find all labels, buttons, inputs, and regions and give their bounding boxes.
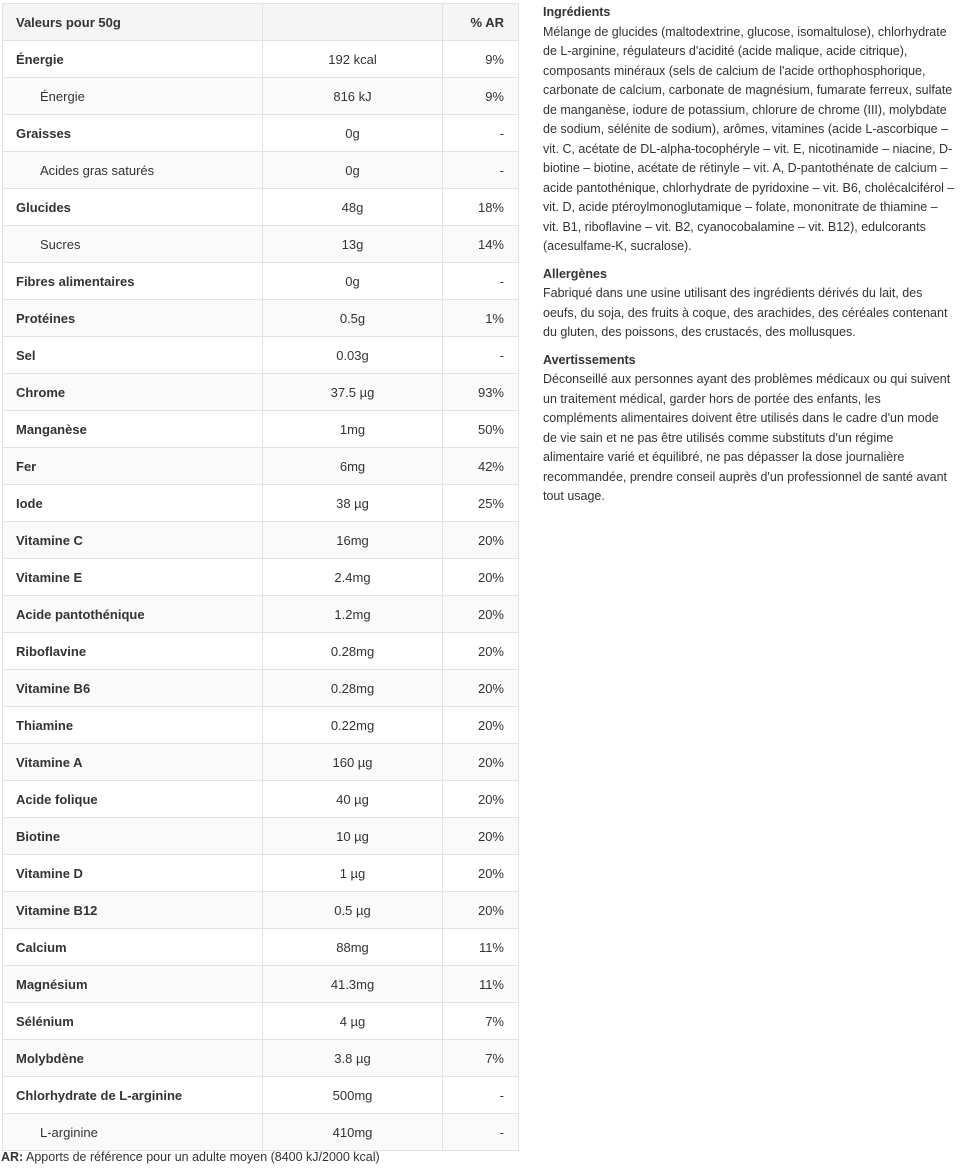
nutrient-value: 13g bbox=[263, 226, 443, 263]
table-row bbox=[3, 411, 519, 448]
nutrient-value: 16mg bbox=[263, 522, 443, 559]
nutrient-ar: 50% bbox=[443, 411, 519, 448]
nutrient-ar: 42% bbox=[443, 448, 519, 485]
table-header-row bbox=[3, 4, 519, 41]
nutrient-name: Fibres alimentaires bbox=[3, 263, 263, 300]
warnings-section bbox=[543, 351, 955, 507]
nutrient-value: 1mg bbox=[263, 411, 443, 448]
allergens-section bbox=[543, 265, 955, 343]
nutrient-value: 160 µg bbox=[263, 744, 443, 781]
table-row bbox=[3, 300, 519, 337]
nutrient-value: 4 µg bbox=[263, 1003, 443, 1040]
nutrient-value: 0.28mg bbox=[263, 633, 443, 670]
nutrient-value: 816 kJ bbox=[263, 78, 443, 115]
ingredients-section bbox=[543, 3, 955, 257]
nutrient-name: Riboflavine bbox=[3, 633, 263, 670]
table-row bbox=[3, 633, 519, 670]
nutrient-ar: 20% bbox=[443, 522, 519, 559]
nutrient-name: Sucres bbox=[3, 226, 263, 263]
ingredients-title: Ingrédients bbox=[543, 5, 611, 19]
nutrient-ar: 11% bbox=[443, 966, 519, 1003]
header-name: Valeurs pour 50g bbox=[3, 4, 263, 41]
nutrient-ar: 7% bbox=[443, 1003, 519, 1040]
nutrient-value: 0.03g bbox=[263, 337, 443, 374]
nutrient-name: Glucides bbox=[3, 189, 263, 226]
nutrient-ar: 20% bbox=[443, 707, 519, 744]
table-row bbox=[3, 707, 519, 744]
nutrient-ar: 25% bbox=[443, 485, 519, 522]
nutrient-name: Molybdène bbox=[3, 1040, 263, 1077]
footnote-text: Apports de référence pour un adulte moyen (8400 kJ/2000 kcal) bbox=[26, 1150, 380, 1164]
nutrient-ar: 20% bbox=[443, 892, 519, 929]
table-row bbox=[3, 485, 519, 522]
footnote bbox=[1, 1148, 380, 1166]
table-row bbox=[3, 189, 519, 226]
nutrient-name: Vitamine B6 bbox=[3, 670, 263, 707]
nutrient-name: Graisses bbox=[3, 115, 263, 152]
nutrient-ar: 93% bbox=[443, 374, 519, 411]
nutrient-ar: 20% bbox=[443, 596, 519, 633]
nutrient-ar: - bbox=[443, 337, 519, 374]
nutrient-value: 0.28mg bbox=[263, 670, 443, 707]
table-row bbox=[3, 559, 519, 596]
nutrient-name: Vitamine E bbox=[3, 559, 263, 596]
footnote-abbr: AR: bbox=[1, 1150, 24, 1164]
nutrient-ar: 20% bbox=[443, 633, 519, 670]
nutrient-ar: 11% bbox=[443, 929, 519, 966]
nutrient-ar: 20% bbox=[443, 670, 519, 707]
nutrient-ar: - bbox=[443, 1114, 519, 1151]
table-row bbox=[3, 78, 519, 115]
header-value bbox=[263, 4, 443, 41]
info-panel bbox=[543, 3, 955, 515]
nutrient-name: Vitamine C bbox=[3, 522, 263, 559]
table-row bbox=[3, 1077, 519, 1114]
nutrient-ar: 14% bbox=[443, 226, 519, 263]
nutrient-ar: 9% bbox=[443, 78, 519, 115]
nutrient-value: 0.22mg bbox=[263, 707, 443, 744]
nutrient-name: Magnésium bbox=[3, 966, 263, 1003]
table-row bbox=[3, 41, 519, 78]
table-row bbox=[3, 892, 519, 929]
nutrient-value: 192 kcal bbox=[263, 41, 443, 78]
table-row bbox=[3, 855, 519, 892]
nutrient-name: Vitamine A bbox=[3, 744, 263, 781]
nutrient-ar: 7% bbox=[443, 1040, 519, 1077]
nutrient-value: 37.5 µg bbox=[263, 374, 443, 411]
nutrient-value: 48g bbox=[263, 189, 443, 226]
nutrient-ar: - bbox=[443, 1077, 519, 1114]
table-row bbox=[3, 337, 519, 374]
nutrient-name: Vitamine D bbox=[3, 855, 263, 892]
table-row bbox=[3, 781, 519, 818]
nutrient-name: Acides gras saturés bbox=[3, 152, 263, 189]
table-row bbox=[3, 152, 519, 189]
table-row bbox=[3, 226, 519, 263]
nutrient-ar: - bbox=[443, 152, 519, 189]
ingredients-text: Mélange de glucides (maltodextrine, glucose, isomaltulose), chlorhydrate de L-arginine, régulateurs d'acidité (acide malique, acide citrique), composants minéraux (sels de calcium de l'acide orthophosphorique, carbonate de calcium, carbonate de magnésium, fumarate ferreux, sulfate de manganèse, iodure de potassium, chlorure de chrome (III), molybdate de sodium, sélénite de sodium), arômes, vitamines (acide L-ascorbique – vit. C, acétate de DL-alpha-tocophéryle – vit. E, nicotinamide – niacine, D-biotine – biotine, acétate de rétinyle – vit. A, D-pantothénate de calcium – acide pantothénique, chlorhydrate de pyridoxine – vit. B6, cholécalciférol – vit. D, acide ptéroylmonoglutamique – folate, mononitrate de thiamine – vit. B1, riboflavine – vit. B2, cyanocobalamine – vit. B12), edulcorants (acesulfame-K, sucralose). bbox=[543, 24, 955, 253]
allergens-text: Fabriqué dans une usine utilisant des ingrédients dérivés du lait, des oeufs, du soja, des fruits à coque, des arachides, des céréales contenant du gluten, des poissons, des crustacés, des mollusques. bbox=[543, 286, 948, 339]
warnings-text: Déconseillé aux personnes ayant des problèmes médicaux ou qui suivent un traitement médical, garder hors de portée des enfants, les compléments alimentaires doivent être utilisés dans le cadre d'un mode de vie sain et ne pas être utilisés comme substituts d'un régime alimentaire varié et équilibré, ne pas dépasser la dose journalière recommandée, prendre conseil auprès d'un professionnel de santé avant tout usage. bbox=[543, 372, 951, 503]
nutrient-ar: 20% bbox=[443, 744, 519, 781]
nutrient-name: Énergie bbox=[3, 78, 263, 115]
nutrient-name: L-arginine bbox=[3, 1114, 263, 1151]
nutrient-ar: 20% bbox=[443, 855, 519, 892]
table-row bbox=[3, 374, 519, 411]
table-row bbox=[3, 1003, 519, 1040]
nutrient-value: 0g bbox=[263, 115, 443, 152]
nutrient-name: Manganèse bbox=[3, 411, 263, 448]
nutrient-name: Protéines bbox=[3, 300, 263, 337]
nutrient-name: Énergie bbox=[3, 41, 263, 78]
nutrient-ar: - bbox=[443, 115, 519, 152]
nutrient-name: Sel bbox=[3, 337, 263, 374]
nutrient-value: 0.5 µg bbox=[263, 892, 443, 929]
nutrient-name: Fer bbox=[3, 448, 263, 485]
table-row bbox=[3, 1114, 519, 1151]
nutrient-value: 0.5g bbox=[263, 300, 443, 337]
warnings-title: Avertissements bbox=[543, 352, 636, 367]
table-body bbox=[3, 41, 519, 1151]
nutrient-name: Thiamine bbox=[3, 707, 263, 744]
nutrient-value: 38 µg bbox=[263, 485, 443, 522]
nutrient-value: 41.3mg bbox=[263, 966, 443, 1003]
table-row bbox=[3, 263, 519, 300]
nutrient-name: Biotine bbox=[3, 818, 263, 855]
nutrient-ar: - bbox=[443, 263, 519, 300]
nutrient-value: 1 µg bbox=[263, 855, 443, 892]
table-row bbox=[3, 818, 519, 855]
table-row bbox=[3, 115, 519, 152]
header-ar: % AR bbox=[443, 4, 519, 41]
nutrient-value: 6mg bbox=[263, 448, 443, 485]
nutrient-value: 88mg bbox=[263, 929, 443, 966]
table-row bbox=[3, 966, 519, 1003]
table-row bbox=[3, 522, 519, 559]
nutrient-value: 410mg bbox=[263, 1114, 443, 1151]
nutrient-ar: 20% bbox=[443, 781, 519, 818]
nutrient-ar: 18% bbox=[443, 189, 519, 226]
table-row bbox=[3, 929, 519, 966]
nutrient-ar: 1% bbox=[443, 300, 519, 337]
allergens-title: Allergènes bbox=[543, 266, 607, 281]
nutrient-value: 0g bbox=[263, 263, 443, 300]
nutrient-name: Sélénium bbox=[3, 1003, 263, 1040]
nutrition-table bbox=[2, 3, 519, 1151]
table-row bbox=[3, 1040, 519, 1077]
table-row bbox=[3, 596, 519, 633]
nutrient-name: Vitamine B12 bbox=[3, 892, 263, 929]
nutrient-name: Acide pantothénique bbox=[3, 596, 263, 633]
table-row bbox=[3, 670, 519, 707]
nutrient-name: Chlorhydrate de L-arginine bbox=[3, 1077, 263, 1114]
nutrient-value: 3.8 µg bbox=[263, 1040, 443, 1077]
nutrient-value: 2.4mg bbox=[263, 559, 443, 596]
table-row bbox=[3, 448, 519, 485]
nutrient-ar: 20% bbox=[443, 818, 519, 855]
nutrient-name: Iode bbox=[3, 485, 263, 522]
nutrient-value: 500mg bbox=[263, 1077, 443, 1114]
table-row bbox=[3, 744, 519, 781]
nutrient-ar: 9% bbox=[443, 41, 519, 78]
nutrient-value: 10 µg bbox=[263, 818, 443, 855]
nutrient-ar: 20% bbox=[443, 559, 519, 596]
nutrient-name: Acide folique bbox=[3, 781, 263, 818]
nutrient-value: 0g bbox=[263, 152, 443, 189]
nutrient-value: 1.2mg bbox=[263, 596, 443, 633]
nutrient-name: Chrome bbox=[3, 374, 263, 411]
nutrient-value: 40 µg bbox=[263, 781, 443, 818]
nutrient-name: Calcium bbox=[3, 929, 263, 966]
